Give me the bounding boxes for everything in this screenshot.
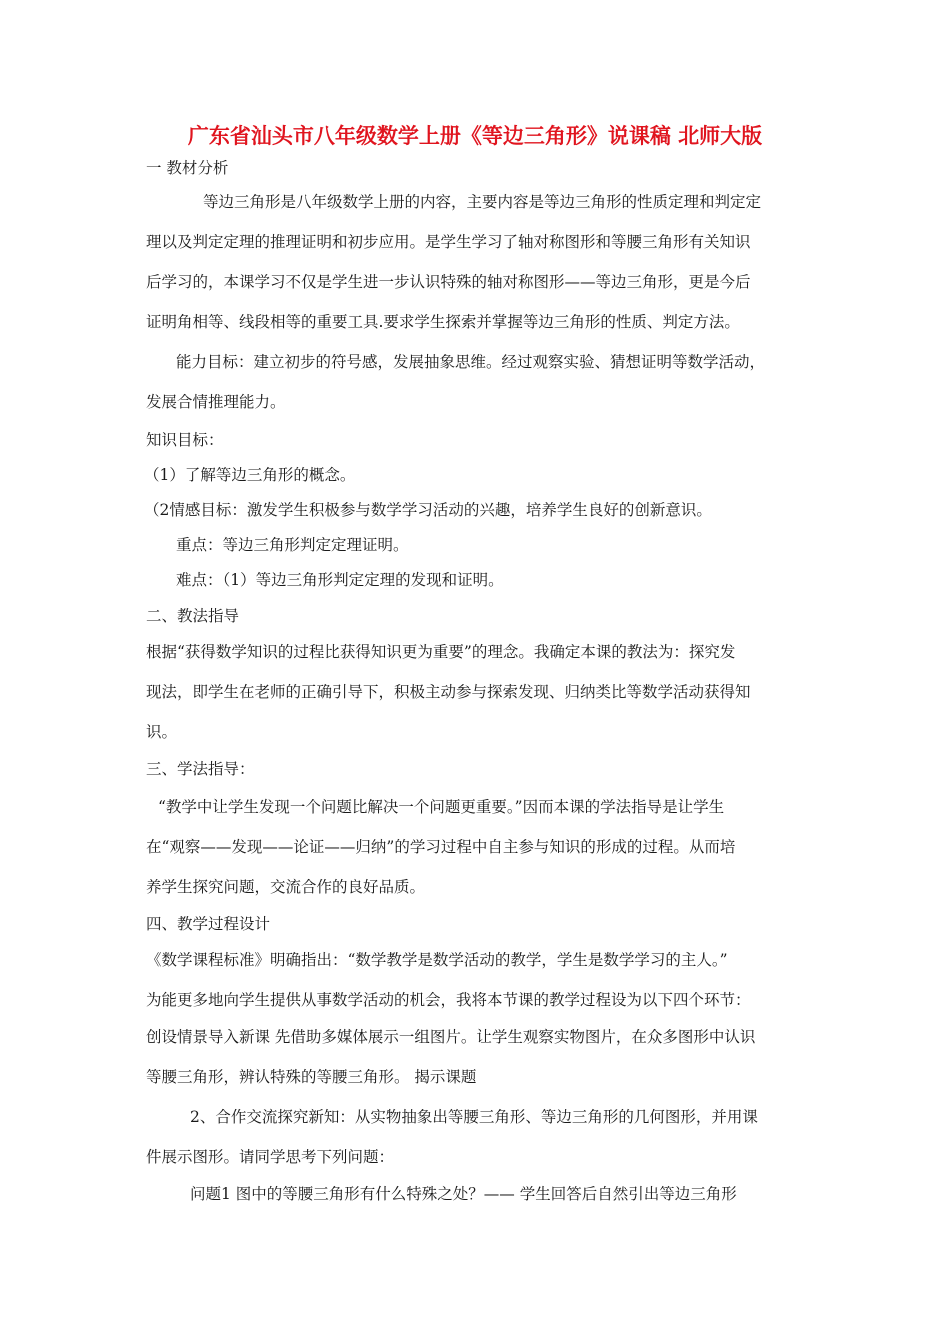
section-heading-learning-method: 三、学法指导： — [146, 760, 255, 778]
paragraph-line: 难点：（1）等边三角形判定定理的发现和证明。 — [176, 571, 504, 589]
paragraph-line: （1）了解等边三角形的概念。 — [144, 466, 356, 484]
paragraph-line: 问题1 图中的等腰三角形有什么特殊之处？—— 学生回答后自然引出等边三角形 — [190, 1185, 737, 1203]
paragraph-line: 现法，即学生在老师的正确引导下，积极主动参与探索发现、归纳类比等数学活动获得知 — [146, 683, 751, 701]
paragraph-line: 根据“获得数学知识的过程比获得知识更为重要”的理念。我确定本课的教法为：探究发 — [146, 643, 736, 661]
paragraph-line: 创设情景导入新课 先借助多媒体展示一组图片。让学生观察实物图片，在众多图形中认识 — [146, 1028, 756, 1046]
paragraph-line: 等腰三角形，辨认特殊的等腰三角形。 揭示课题 — [146, 1068, 477, 1086]
section-heading-process-design: 四、教学过程设计 — [146, 915, 271, 933]
paragraph-line: 发展合情推理能力。 — [146, 393, 286, 411]
section-heading-teaching-method: 二、教法指导 — [146, 607, 240, 625]
paragraph-line: 为能更多地向学生提供从事数学活动的机会，我将本节课的教学过程设为以下四个环节： — [146, 991, 751, 1009]
paragraph-line: 证明角相等、线段相等的重要工具.要求学生探索并掌握等边三角形的性质、判定方法。 — [146, 313, 740, 331]
paragraph-line: 识。 — [146, 723, 178, 741]
paragraph-line: 后学习的，本课学习不仅是学生进一步认识特殊的轴对称图形——等边三角形，更是今后 — [146, 273, 751, 291]
paragraph-line: “教学中让学生发现一个问题比解决一个问题更重要。”因而本课的学法指导是让学生 — [158, 798, 725, 816]
paragraph-line: 养学生探究问题，交流合作的良好品质。 — [146, 878, 426, 896]
paragraph-line: 知识目标： — [146, 431, 224, 449]
paragraph-line: 件展示图形。请同学思考下列问题： — [146, 1148, 395, 1166]
paragraph-line: 2、合作交流探究新知：从实物抽象出等腰三角形、等边三角形的几何图形，并用课 — [190, 1108, 758, 1126]
paragraph-line: 理以及判定定理的推理证明和初步应用。是学生学习了轴对称图形和等腰三角形有关知识 — [146, 233, 751, 251]
paragraph-line: 等边三角形是八年级数学上册的内容，主要内容是等边三角形的性质定理和判定定 — [203, 193, 762, 211]
paragraph-line: 在“观察——发现——论证——归纳”的学习过程中自主参与知识的形成的过程。从而培 — [146, 838, 736, 856]
section-heading-textbook-analysis: 一 教材分析 — [146, 159, 229, 177]
paragraph-line: （2情感目标：激发学生积极参与数学学习活动的兴趣，培养学生良好的创新意识。 — [144, 501, 712, 519]
paragraph-line: 重点：等边三角形判定定理证明。 — [176, 536, 409, 554]
paragraph-line: 《数学课程标准》明确指出：“数学教学是数学活动的教学，学生是数学学习的主人。” — [146, 951, 728, 969]
paragraph-line: 能力目标：建立初步的符号感，发展抽象思维。经过观察实验、猜想证明等数学活动， — [176, 353, 766, 371]
document-title: 广东省汕头市八年级数学上册《等边三角形》说课稿 北师大版 — [187, 124, 763, 148]
